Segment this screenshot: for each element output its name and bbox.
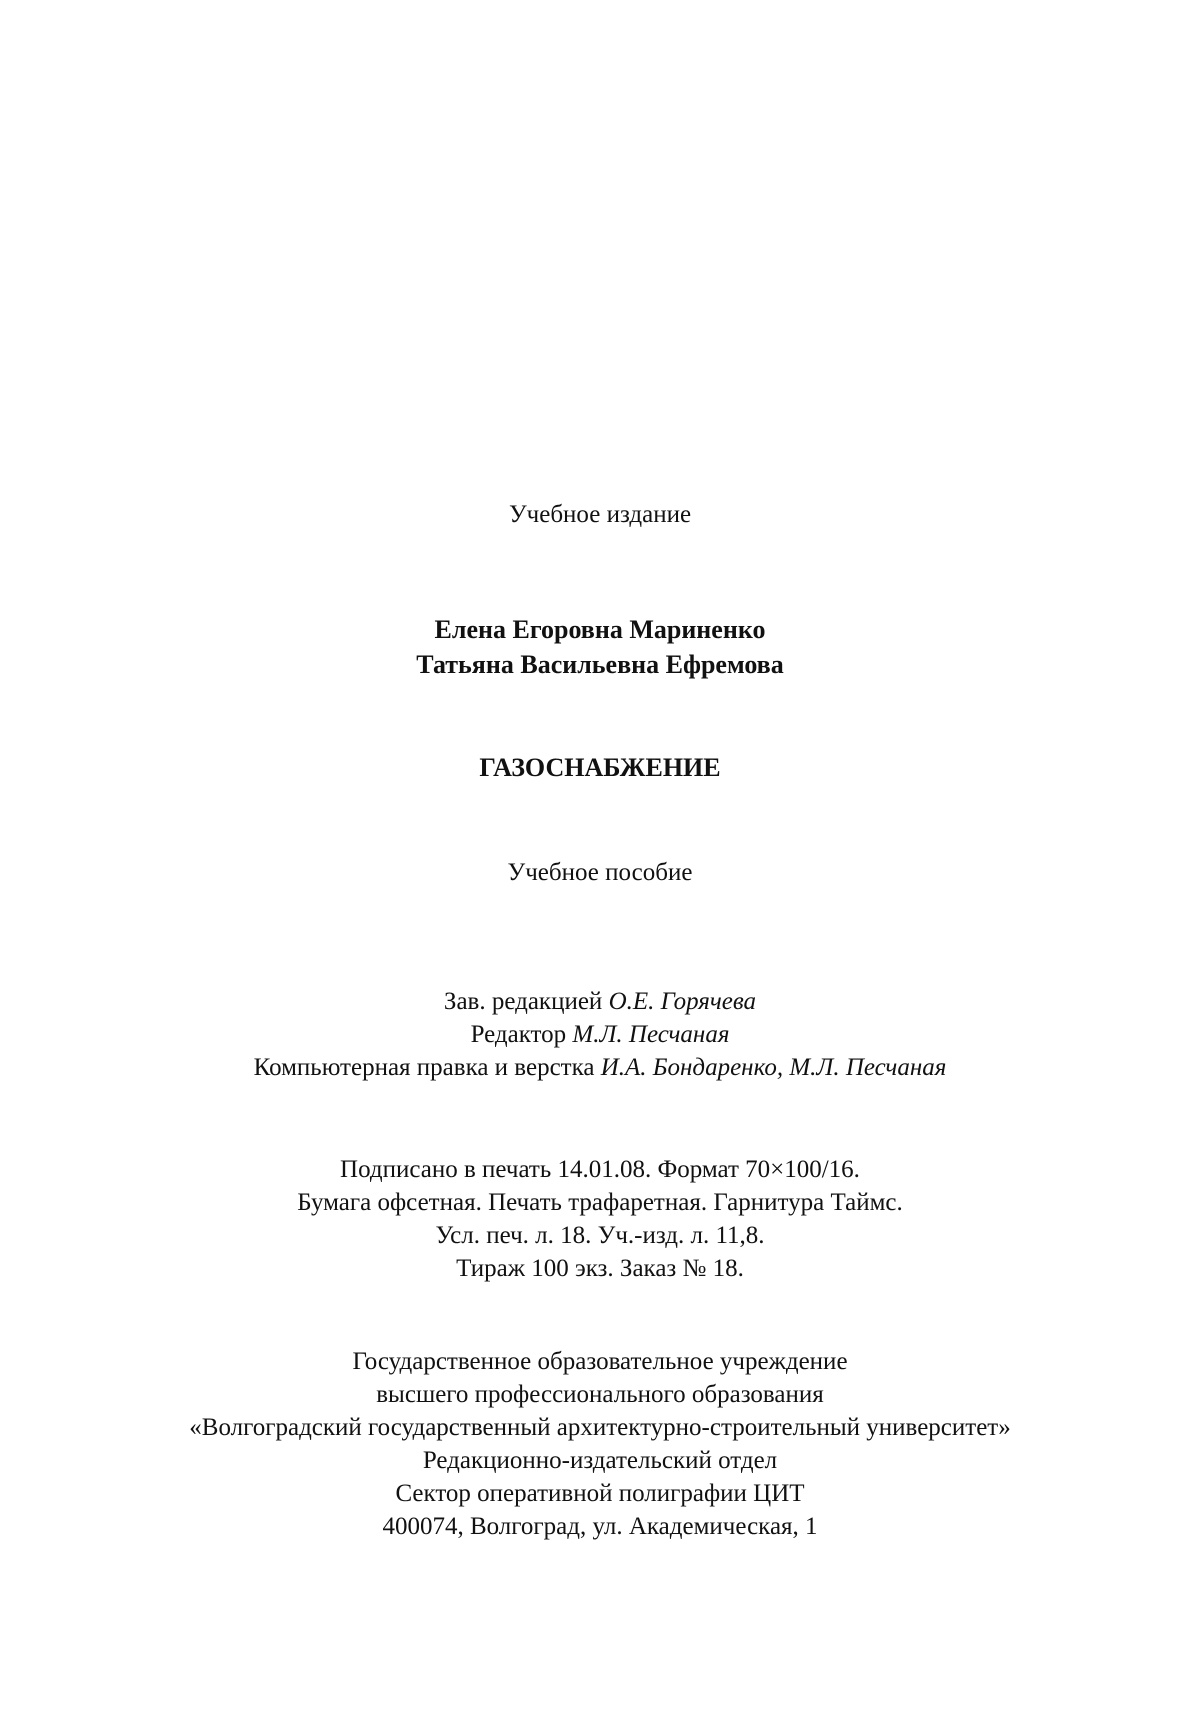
publisher-line: «Волгоградский государственный архитектурно-строительный университет» [189,1414,1011,1441]
editorial-head-name: О.Е. Горячева [608,988,757,1015]
editor-line [0,1018,1200,1051]
publisher-line: Государственное образовательное учреждение [352,1348,848,1375]
authors [0,612,1200,682]
book-kind-text: Учебное пособие [507,859,693,886]
print-info-line: Бумага офсетная. Печать трафаретная. Гарнитура Таймс. [297,1189,903,1216]
author-name: Елена Егоровна Мариненко [434,615,766,644]
editor-label: Редактор [470,1021,567,1048]
editorial-head-line [0,985,1200,1018]
print-info-line: Усл. печ. л. 18. Уч.-изд. л. 11,8. [435,1222,765,1249]
publisher-line: Сектор оперативной полиграфии ЦИТ [395,1480,805,1507]
edition-type-text: Учебное издание [508,501,692,528]
print-info-line: Тираж 100 экз. Заказ № 18. [456,1255,744,1282]
publisher-info [0,1345,1200,1543]
layout-names: И.А. Бондаренко, М.Л. Песчаная [600,1054,947,1081]
layout-label: Компьютерная правка и верстка [253,1054,595,1081]
publisher-line: 400074, Волгоград, ул. Академическая, 1 [382,1513,818,1540]
book-kind [0,856,1200,889]
editor-name: М.Л. Песчаная [572,1021,730,1048]
editorial-credits [0,985,1200,1084]
editorial-head-label: Зав. редакцией [443,988,603,1015]
print-info [0,1153,1200,1285]
book-title [0,751,1200,784]
publisher-line: Редакционно-издательский отдел [422,1447,778,1474]
publisher-line: высшего профессионального образования [376,1381,824,1408]
book-title-text: ГАЗОСНАБЖЕНИЕ [479,753,721,782]
print-info-line: Подписано в печать 14.01.08. Формат 70×100/16. [340,1156,860,1183]
edition-type [0,498,1200,531]
layout-line [0,1051,1200,1084]
author-name: Татьяна Васильевна Ефремова [416,650,784,679]
